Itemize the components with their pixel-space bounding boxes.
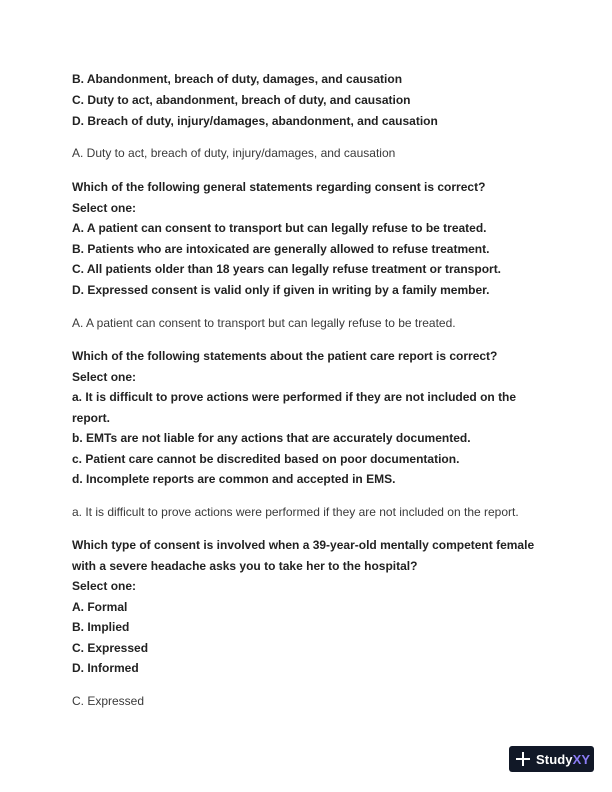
q2-option-b: b. EMTs are not liable for any actions that are accurately documented. bbox=[72, 431, 471, 445]
q3-select-label: Select one: bbox=[72, 579, 137, 593]
q3-option-c: C. Expressed bbox=[72, 641, 149, 655]
logo-study: Study bbox=[536, 751, 573, 767]
q2-question: Which of the following statements about the patient care report is correct? bbox=[72, 349, 498, 363]
q3-question-line2: with a severe headache asks you to take her to the hospital? bbox=[72, 559, 418, 573]
q3-option-a: A. Formal bbox=[72, 600, 128, 614]
q0-answer: A. Duty to act, breach of duty, injury/damages, and causation bbox=[72, 146, 396, 160]
studyxy-logo-badge[interactable] bbox=[509, 746, 594, 772]
q2-option-d: d. Incomplete reports are common and accepted in EMS. bbox=[72, 472, 396, 486]
q1-select-label: Select one: bbox=[72, 201, 137, 215]
logo-xy: XY bbox=[572, 751, 591, 767]
q0-option-c: C. Duty to act, abandonment, breach of duty, and causation bbox=[72, 93, 411, 107]
q1-question: Which of the following general statements regarding consent is correct? bbox=[72, 180, 486, 194]
q2-select-label: Select one: bbox=[72, 370, 137, 384]
q3-question-line1: Which type of consent is involved when a 39-year-old mentally competent female bbox=[72, 538, 535, 552]
q1-option-b: B. Patients who are intoxicated are generally allowed to refuse treatment. bbox=[72, 242, 490, 256]
plus-icon bbox=[516, 752, 530, 766]
q1-option-d: D. Expressed consent is valid only if given in writing by a family member. bbox=[72, 283, 490, 297]
q3-option-b: B. Implied bbox=[72, 620, 130, 634]
q1-option-c: C. All patients older than 18 years can legally refuse treatment or transport. bbox=[72, 262, 502, 276]
q3-option-d: D. Informed bbox=[72, 661, 139, 675]
q1-option-a: A. A patient can consent to transport but can legally refuse to be treated. bbox=[72, 221, 487, 235]
q2-answer: a. It is difficult to prove actions were performed if they are not included on the report. bbox=[72, 505, 519, 519]
q0-option-b: B. Abandonment, breach of duty, damages, and causation bbox=[72, 72, 403, 86]
q2-option-a: a. It is difficult to prove actions were performed if they are not included on the bbox=[72, 390, 517, 404]
q2-option-c: c. Patient care cannot be discredited based on poor documentation. bbox=[72, 452, 460, 466]
q2-option-a-cont: report. bbox=[72, 411, 111, 425]
studyxy-logo-text bbox=[536, 752, 590, 767]
q0-option-d: D. Breach of duty, injury/damages, abandonment, and causation bbox=[72, 114, 438, 128]
q1-answer: A. A patient can consent to transport but can legally refuse to be treated. bbox=[72, 316, 456, 330]
q3-answer: C. Expressed bbox=[72, 694, 145, 708]
